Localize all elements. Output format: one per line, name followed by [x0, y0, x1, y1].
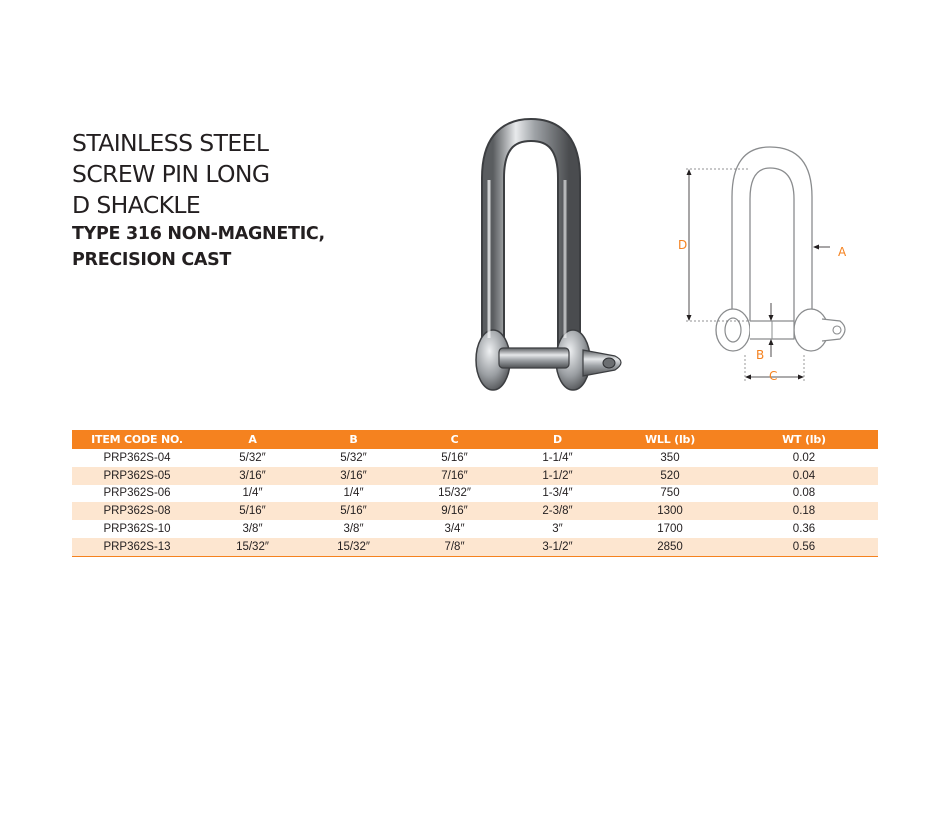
- cell-wll: 750: [660, 487, 680, 500]
- cell-d: 1-1/2″: [505, 467, 610, 485]
- cell-a: 3/8″: [242, 523, 263, 536]
- column-header-item-code: ITEM CODE NO.: [72, 430, 202, 449]
- diagram-label-b: B: [756, 348, 765, 362]
- cell-d: 2-3/8″: [505, 502, 610, 520]
- cell-a: 5/16″: [202, 502, 303, 520]
- cell-wll: 2850: [610, 538, 730, 556]
- diagram-label-c: C: [769, 369, 778, 383]
- cell-wt: 0.18: [730, 502, 878, 520]
- cell-item-code: PRP362S-13: [72, 538, 202, 556]
- cell-wll: 350: [660, 451, 680, 464]
- cell-c: 9/16″: [404, 502, 505, 520]
- product-title-line-2: SCREW PIN LONG: [72, 160, 270, 188]
- cell-item-code: PRP362S-05: [72, 467, 202, 485]
- cell-wt: 0.56: [730, 538, 878, 556]
- cell-b: 5/32″: [340, 451, 367, 464]
- cell-d: 3-1/2″: [505, 538, 610, 556]
- cell-c: 7/16″: [404, 467, 505, 485]
- column-header-d: D: [505, 430, 610, 449]
- spec-table-header-row: [72, 430, 878, 449]
- spec-table: [72, 430, 878, 557]
- product-subtitle-line-1: TYPE 316 NON-MAGNETIC,: [72, 224, 325, 244]
- column-header-wt: WT (lb): [730, 430, 878, 449]
- cell-a: 15/32″: [202, 538, 303, 556]
- cell-a: 3/16″: [202, 467, 303, 485]
- column-header-b: B: [303, 430, 404, 449]
- cell-c: 15/32″: [438, 487, 471, 500]
- cell-b: 15/32″: [303, 538, 404, 556]
- cell-a: 5/32″: [239, 451, 266, 464]
- cell-c: 3/4″: [444, 523, 465, 536]
- cell-wll: 1300: [610, 502, 730, 520]
- cell-c: 7/8″: [404, 538, 505, 556]
- shackle-photo: [455, 118, 655, 403]
- dimension-diagram: [650, 135, 870, 395]
- cell-c: 5/16″: [441, 451, 468, 464]
- cell-a: 1/4″: [242, 487, 263, 500]
- cell-item-code: PRP362S-06: [103, 487, 171, 500]
- cell-wt: 0.08: [792, 487, 816, 500]
- column-header-wll: WLL (lb): [610, 430, 730, 449]
- product-subtitle-line-2: PRECISION CAST: [72, 250, 232, 270]
- cell-d: 1-1/4″: [542, 451, 573, 464]
- table-row: [72, 449, 878, 467]
- product-title-line-3: D SHACKLE: [72, 191, 201, 219]
- table-row: [72, 520, 878, 538]
- cell-item-code: PRP362S-10: [103, 523, 171, 536]
- table-row: [72, 485, 878, 503]
- product-title-line-1: STAINLESS STEEL: [72, 129, 269, 157]
- cell-item-code: PRP362S-04: [103, 451, 171, 464]
- cell-d: 3″: [552, 523, 563, 536]
- product-heading: [72, 128, 432, 273]
- cell-wt: 0.04: [730, 467, 878, 485]
- cell-wll: 520: [610, 467, 730, 485]
- cell-b: 3/8″: [343, 523, 364, 536]
- cell-wt: 0.36: [792, 523, 816, 536]
- table-row: [72, 502, 878, 520]
- cell-wt: 0.02: [792, 451, 816, 464]
- cell-b: 3/16″: [303, 467, 404, 485]
- diagram-label-a: A: [838, 245, 847, 259]
- table-row: [72, 538, 878, 556]
- table-row: [72, 467, 878, 485]
- cell-wll: 1700: [657, 523, 683, 536]
- column-header-c: C: [404, 430, 505, 449]
- column-header-a: A: [202, 430, 303, 449]
- cell-b: 5/16″: [303, 502, 404, 520]
- cell-item-code: PRP362S-08: [72, 502, 202, 520]
- cell-d: 1-3/4″: [542, 487, 573, 500]
- diagram-label-d: D: [678, 238, 688, 252]
- cell-b: 1/4″: [343, 487, 364, 500]
